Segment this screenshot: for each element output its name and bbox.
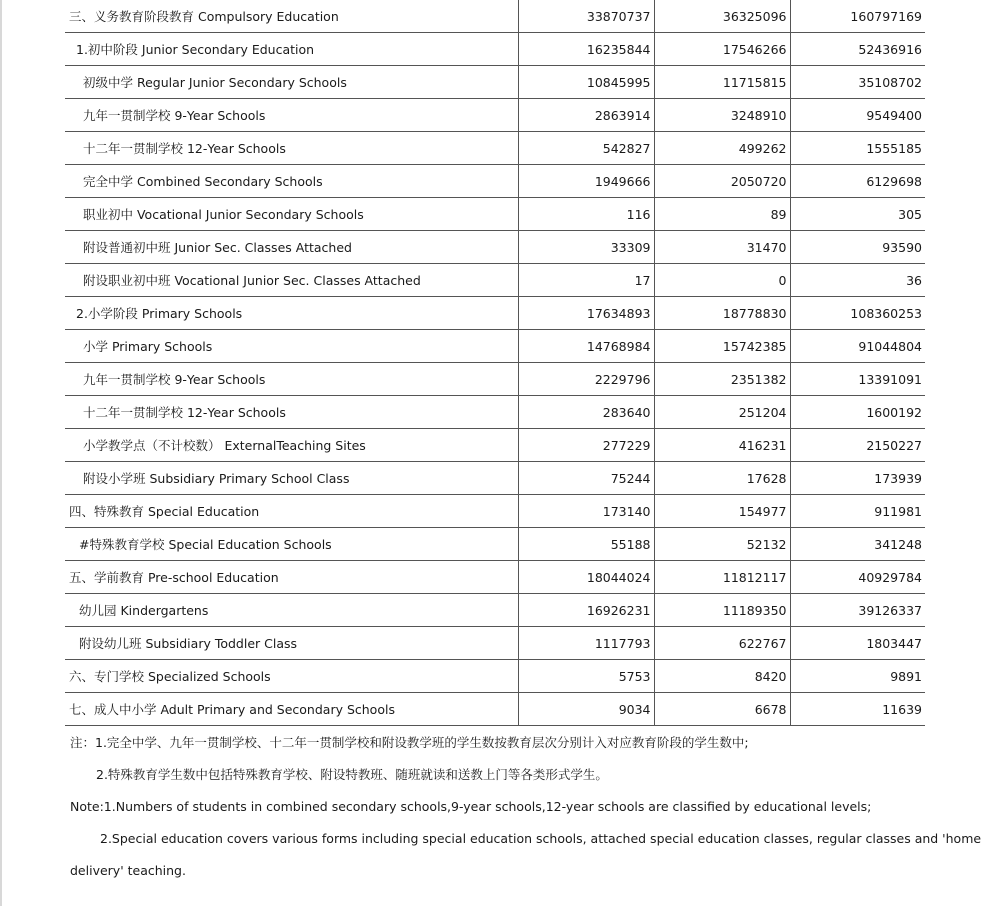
row-value-3: 91044804: [790, 330, 925, 363]
row-value-1: 55188: [518, 528, 654, 561]
page-left-edge: [0, 0, 2, 906]
row-value-2: 18778830: [654, 297, 790, 330]
row-value-3: 36: [790, 264, 925, 297]
table-row: [65, 99, 925, 132]
row-label: 附设普通初中班 Junior Sec. Classes Attached: [65, 231, 518, 264]
row-label: 附设职业初中班 Vocational Junior Sec. Classes Attached: [65, 264, 518, 297]
row-value-2: 36325096: [654, 0, 790, 33]
row-value-2: 499262: [654, 132, 790, 165]
row-value-2: 89: [654, 198, 790, 231]
row-value-2: 11812117: [654, 561, 790, 594]
table-row: [65, 627, 925, 660]
table-row: [65, 264, 925, 297]
row-label: 九年一贯制学校 9-Year Schools: [65, 99, 518, 132]
table-row: [65, 33, 925, 66]
row-label: 附设小学班 Subsidiary Primary School Class: [65, 462, 518, 495]
row-value-3: 1803447: [790, 627, 925, 660]
row-value-1: 5753: [518, 660, 654, 693]
row-value-1: 16235844: [518, 33, 654, 66]
row-value-1: 33309: [518, 231, 654, 264]
row-label: 十二年一贯制学校 12-Year Schools: [65, 396, 518, 429]
student-statistics-table: [65, 0, 925, 726]
row-label: 幼儿园 Kindergartens: [65, 594, 518, 627]
row-value-1: 2863914: [518, 99, 654, 132]
note-cn-1: 注：1.完全中学、九年一贯制学校、十二年一贯制学校和附设教学班的学生数按教育层次分别计入对应教育阶段的学生数中;: [70, 735, 749, 750]
row-value-1: 18044024: [518, 561, 654, 594]
row-value-2: 52132: [654, 528, 790, 561]
row-value-2: 8420: [654, 660, 790, 693]
row-value-1: 283640: [518, 396, 654, 429]
row-label: #特殊教育学校 Special Education Schools: [65, 528, 518, 561]
row-label: 七、成人中小学 Adult Primary and Secondary Schools: [65, 693, 518, 726]
row-value-1: 277229: [518, 429, 654, 462]
row-value-3: 305: [790, 198, 925, 231]
row-value-3: 173939: [790, 462, 925, 495]
row-value-2: 17546266: [654, 33, 790, 66]
row-value-2: 17628: [654, 462, 790, 495]
row-value-3: 93590: [790, 231, 925, 264]
row-value-1: 17634893: [518, 297, 654, 330]
row-value-1: 9034: [518, 693, 654, 726]
row-value-2: 622767: [654, 627, 790, 660]
row-label: 附设幼儿班 Subsidiary Toddler Class: [65, 627, 518, 660]
row-value-1: 1949666: [518, 165, 654, 198]
table-row: [65, 429, 925, 462]
row-value-3: 9891: [790, 660, 925, 693]
table-row: [65, 0, 925, 33]
row-value-2: 15742385: [654, 330, 790, 363]
row-value-2: 251204: [654, 396, 790, 429]
row-label: 职业初中 Vocational Junior Secondary Schools: [65, 198, 518, 231]
table-row: [65, 528, 925, 561]
table-row: [65, 330, 925, 363]
row-value-3: 13391091: [790, 363, 925, 396]
row-label: 五、学前教育 Pre-school Education: [65, 561, 518, 594]
row-value-3: 2150227: [790, 429, 925, 462]
row-value-3: 9549400: [790, 99, 925, 132]
row-value-1: 17: [518, 264, 654, 297]
row-value-2: 3248910: [654, 99, 790, 132]
row-value-1: 2229796: [518, 363, 654, 396]
row-value-1: 10845995: [518, 66, 654, 99]
row-label: 九年一贯制学校 9-Year Schools: [65, 363, 518, 396]
row-label: 小学 Primary Schools: [65, 330, 518, 363]
row-label: 四、特殊教育 Special Education: [65, 495, 518, 528]
row-value-2: 11189350: [654, 594, 790, 627]
table-row: [65, 495, 925, 528]
row-label: 2.小学阶段 Primary Schools: [65, 297, 518, 330]
note-en-2a: 2.Special education covers various forms including special education schools, attached special education classes, regular classes and 'home: [100, 831, 982, 846]
row-value-3: 160797169: [790, 0, 925, 33]
row-value-1: 16926231: [518, 594, 654, 627]
row-value-3: 40929784: [790, 561, 925, 594]
note-cn-2: 2.特殊教育学生数中包括特殊教育学校、附设特教班、随班就读和送教上门等各类形式学生。: [96, 767, 608, 782]
row-label: 六、专门学校 Specialized Schools: [65, 660, 518, 693]
row-value-2: 2351382: [654, 363, 790, 396]
table-row: [65, 462, 925, 495]
row-value-3: 108360253: [790, 297, 925, 330]
table-row: [65, 231, 925, 264]
row-value-3: 341248: [790, 528, 925, 561]
row-label: 初级中学 Regular Junior Secondary Schools: [65, 66, 518, 99]
row-value-3: 1600192: [790, 396, 925, 429]
table-body: [65, 0, 925, 726]
row-value-3: 1555185: [790, 132, 925, 165]
note-en-2b: delivery' teaching.: [70, 863, 186, 878]
table-row: [65, 561, 925, 594]
row-value-3: 35108702: [790, 66, 925, 99]
row-value-1: 14768984: [518, 330, 654, 363]
row-value-2: 416231: [654, 429, 790, 462]
row-label: 十二年一贯制学校 12-Year Schools: [65, 132, 518, 165]
row-value-1: 173140: [518, 495, 654, 528]
row-value-3: 39126337: [790, 594, 925, 627]
table-row: [65, 693, 925, 726]
table-row: [65, 165, 925, 198]
row-value-1: 75244: [518, 462, 654, 495]
table-row: [65, 396, 925, 429]
row-value-3: 6129698: [790, 165, 925, 198]
table-row: [65, 363, 925, 396]
table-notes: [70, 727, 982, 887]
row-value-1: 1117793: [518, 627, 654, 660]
row-value-2: 0: [654, 264, 790, 297]
row-value-2: 2050720: [654, 165, 790, 198]
row-value-3: 52436916: [790, 33, 925, 66]
table-row: [65, 132, 925, 165]
row-value-3: 11639: [790, 693, 925, 726]
table-row: [65, 594, 925, 627]
table-row: [65, 66, 925, 99]
row-value-1: 542827: [518, 132, 654, 165]
row-value-2: 11715815: [654, 66, 790, 99]
row-label: 三、义务教育阶段教育 Compulsory Education: [65, 0, 518, 33]
row-value-2: 31470: [654, 231, 790, 264]
row-label: 1.初中阶段 Junior Secondary Education: [65, 33, 518, 66]
row-value-1: 33870737: [518, 0, 654, 33]
note-en-1: Note:1.Numbers of students in combined secondary schools,9-year schools,12-year schools are classified by educational levels;: [70, 799, 872, 814]
table-row: [65, 198, 925, 231]
row-label: 小学教学点（不计校数） ExternalTeaching Sites: [65, 429, 518, 462]
row-value-2: 154977: [654, 495, 790, 528]
row-value-3: 911981: [790, 495, 925, 528]
table-row: [65, 660, 925, 693]
row-label: 完全中学 Combined Secondary Schools: [65, 165, 518, 198]
table-row: [65, 297, 925, 330]
row-value-2: 6678: [654, 693, 790, 726]
row-value-1: 116: [518, 198, 654, 231]
